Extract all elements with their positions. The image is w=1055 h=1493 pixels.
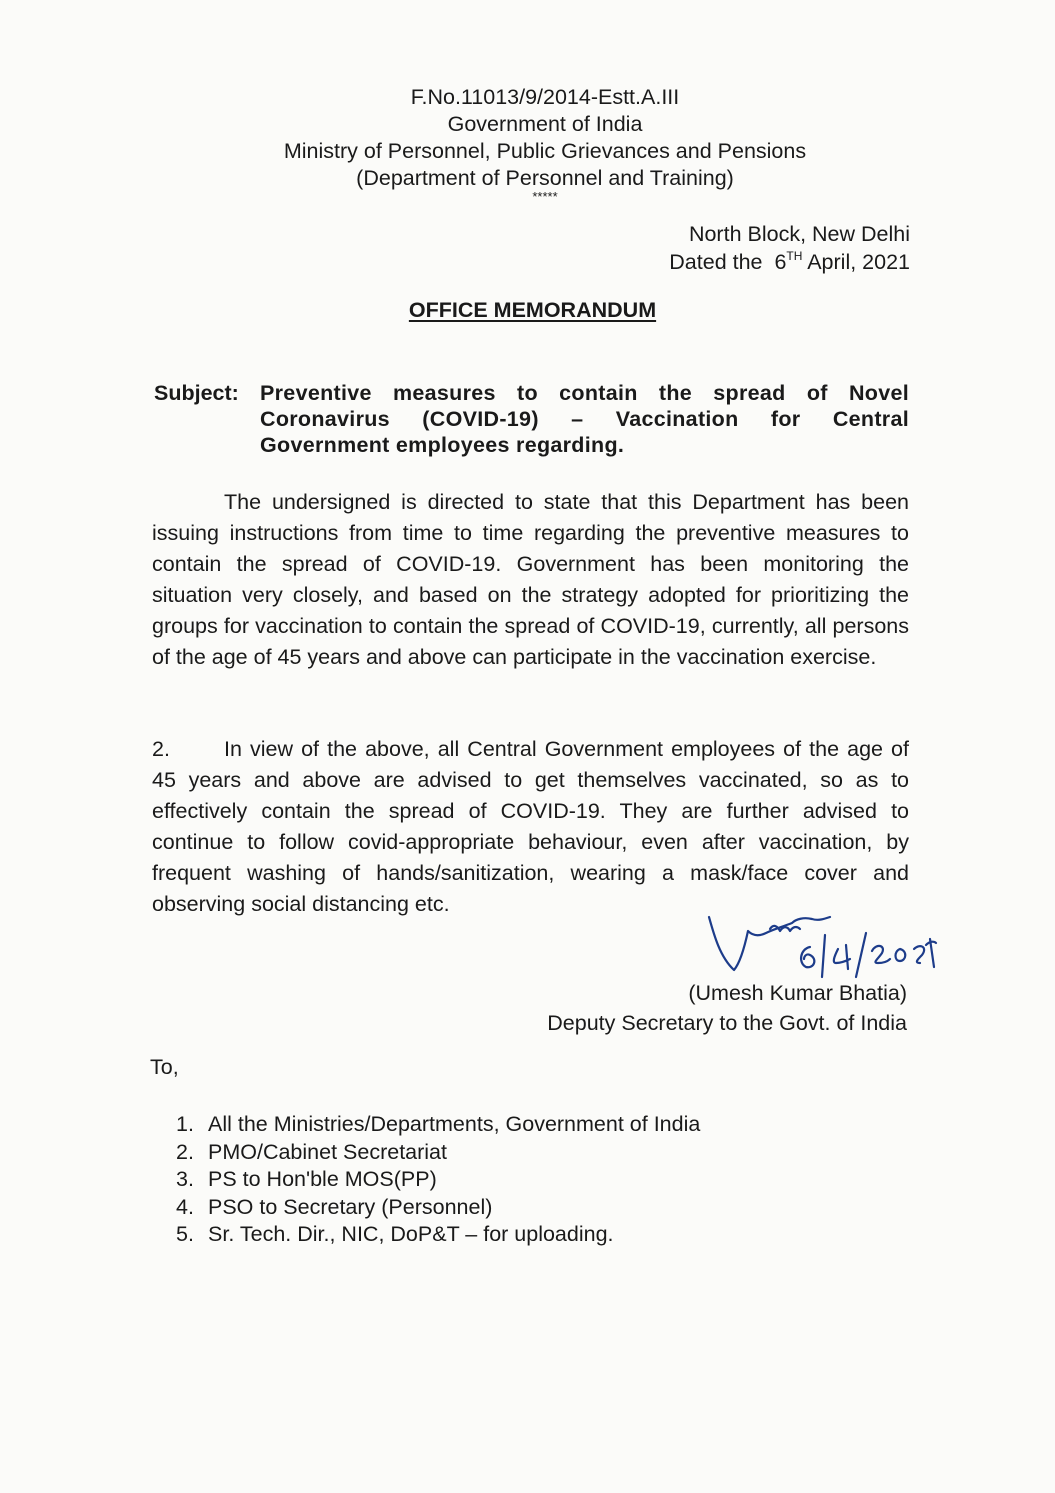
- signatory-block: [547, 978, 907, 1038]
- list-number: 5.: [176, 1222, 194, 1246]
- place-and-date: [669, 220, 910, 276]
- government-name: Government of India: [447, 112, 643, 136]
- recipient-list: [176, 1111, 700, 1249]
- signatory-designation: Deputy Secretary to the Govt. of India: [547, 1011, 907, 1035]
- date-suffix: April, 2021: [802, 250, 910, 274]
- list-text: All the Ministries/Departments, Government of India: [208, 1112, 701, 1136]
- letterhead: [0, 84, 1055, 202]
- date-line: [669, 248, 910, 276]
- signatory-name: (Umesh Kumar Bhatia): [688, 981, 907, 1005]
- list-item: [176, 1111, 700, 1139]
- department-name: (Department of Personnel and Training): [356, 166, 734, 190]
- paragraph-1: The undersigned is directed to state that this Department has been issuing instructions from time to time regarding the preventive measures to contain the spread of COVID-19. Government has been monitoring the situation very closely, and based on the strategy adopted for prioritizing the groups for vaccination to contain the spread of COVID-19, currently, all persons of the age of 45 years and above can participate in the vaccination exercise.: [152, 490, 909, 669]
- list-text: PMO/Cabinet Secretariat: [208, 1139, 447, 1164]
- paragraph-number: 2.: [152, 737, 170, 761]
- subject-label: Subject:: [154, 381, 239, 405]
- list-number: 1.: [176, 1112, 194, 1136]
- ministry-name: Ministry of Personnel, Public Grievances and Pensions: [283, 139, 807, 163]
- list-text: PS to Hon'ble MOS(PP): [208, 1167, 437, 1191]
- list-item: [176, 1194, 700, 1222]
- memorandum-title: OFFICE MEMORANDUM: [408, 298, 657, 322]
- list-item: [176, 1221, 700, 1249]
- list-item: [176, 1166, 700, 1194]
- to-label: To,: [150, 1055, 179, 1079]
- list-text: Sr. Tech. Dir., NIC, DoP&T – for uploading.: [208, 1222, 614, 1246]
- list-number: 4.: [176, 1194, 194, 1219]
- subject-block: [154, 380, 909, 458]
- separator-stars: *****: [532, 189, 558, 204]
- handwritten-signature: [700, 905, 950, 985]
- paragraph-2: [152, 734, 909, 920]
- location: North Block, New Delhi: [688, 222, 910, 246]
- paragraph-2-text: In view of the above, all Central Government employees of the age of 45 years and above are advised to get themselves vaccinated, so as to effectively contain the spread of COVID-19. They are further advised to continue to follow covid-appropriate behaviour, even after vaccination, by frequent washing of hands/sanitization, wearing a mask/face cover and observing social distancing etc.: [152, 737, 909, 916]
- file-number: F.No.11013/9/2014-Estt.A.III: [410, 85, 680, 109]
- date-superscript: TH: [786, 249, 803, 263]
- subject-text: Preventive measures to contain the spread of Novel Coronavirus (COVID-19) – Vaccination for Central Government employees regarding.: [260, 381, 909, 457]
- list-number: 2.: [176, 1139, 194, 1164]
- list-number: 3.: [176, 1167, 194, 1191]
- list-text: PSO to Secretary (Personnel): [208, 1194, 493, 1219]
- date-prefix: Dated the 6: [669, 250, 787, 274]
- list-item: [176, 1139, 700, 1167]
